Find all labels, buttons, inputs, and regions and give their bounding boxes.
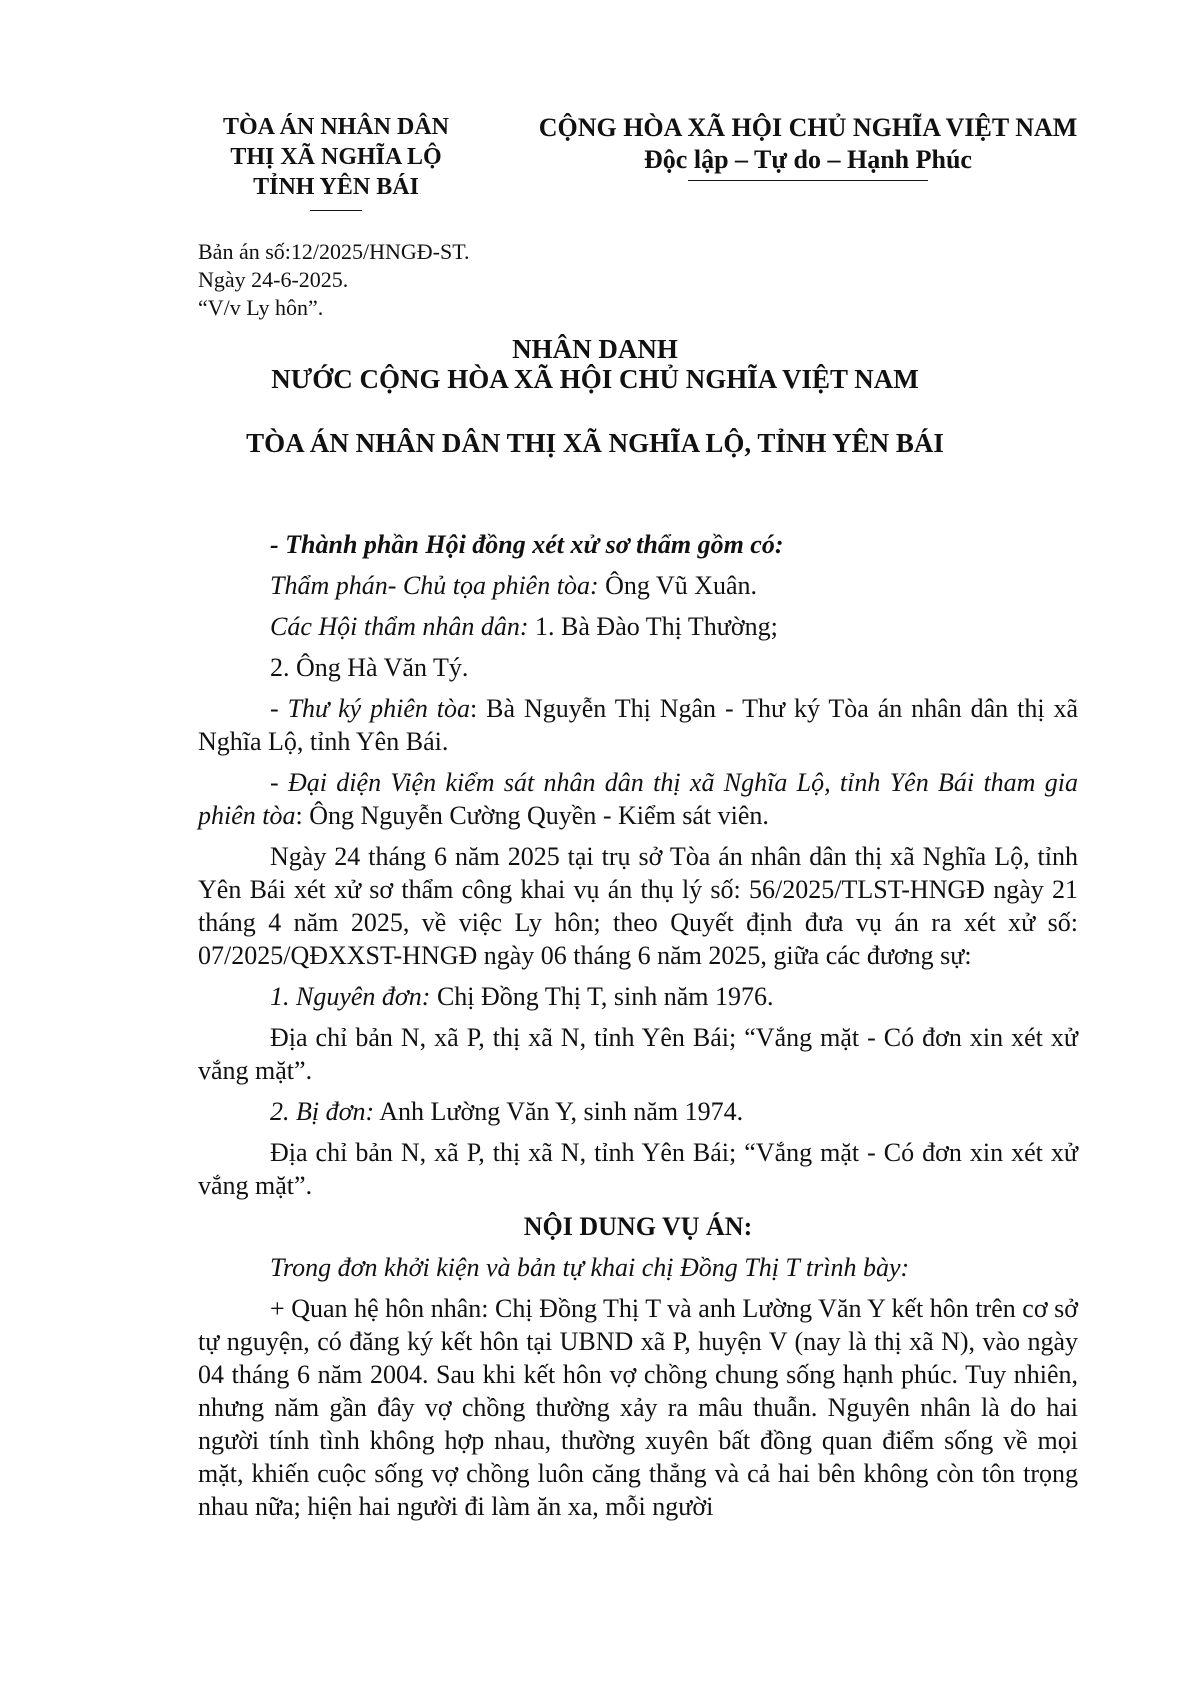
content-intro: Trong đơn khởi kiện và bản tự khai chị Đồng Thị T trình bày: (270, 1253, 910, 1282)
title-nhan-danh: NHÂN DANH (512, 334, 678, 364)
national-name: CỘNG HÒA XÃ HỘI CHỦ NGHĨA VIỆT NAM (538, 113, 1078, 142)
procurator-line (198, 766, 1078, 832)
defendant-line (198, 1095, 1078, 1128)
court-name-line1: TÒA ÁN NHÂN DÂN (222, 114, 449, 140)
content-heading: NỘI DUNG VỤ ÁN: (523, 1212, 753, 1241)
jurors-label: Các Hội thẩm nhân dân: (270, 612, 529, 641)
court-name-line2: THỊ XÃ NGHĨA LỘ (230, 144, 442, 170)
jurors-value: 1. Bà Đào Thị Thường; (528, 612, 778, 641)
clerk-label: - Thư ký phiên tòa (270, 694, 471, 723)
national-header (528, 112, 1088, 181)
plaintiff-address: Địa chỉ bản N, xã P, thị xã N, tỉnh Yên Bái; “Vắng mặt - Có đơn xin xét xử vắng mặt”. (198, 1023, 1078, 1085)
court-header (196, 112, 476, 211)
case-info (198, 238, 470, 322)
defendant-label: 2. Bị đơn: (270, 1097, 375, 1126)
title-country: NƯỚC CỘNG HÒA XÃ HỘI CHỦ NGHĨA VIỆT NAM (271, 364, 919, 394)
court-name-line3: TỈNH YÊN BÁI (253, 174, 419, 200)
jurors-line (198, 610, 1078, 643)
plaintiff-line (198, 980, 1078, 1013)
title-court: TÒA ÁN NHÂN DÂN THỊ XÃ NGHĨA LỘ, TỈNH YÊN BÁI (246, 428, 944, 458)
marriage-paragraph: + Quan hệ hôn nhân: Chị Đồng Thị T và anh Lường Văn Y kết hôn trên cơ sở tự nguyện, có đăng ký kết hôn tại UBND xã P, huyện V (nay là thị xã N), vào ngày 04 tháng 6 năm 2004. Sau khi kết hôn vợ chồng chung sống hạnh phúc. Tuy nhiên, nhưng năm gần đây vợ chồng thường xảy ra mâu thuẫn. Nguyên nhân là do hai người tính tình không hợp nhau, thường xuyên bất đồng quan điểm sống về mọi mặt, khiến cuộc sống vợ chồng luôn căng thẳng và cả hai bên không còn tôn trọng nhau nữa; hiện hai người đi làm ăn xa, mỗi người (198, 1294, 1078, 1521)
trial-paragraph: Ngày 24 tháng 6 năm 2025 tại trụ sở Tòa án nhân dân thị xã Nghĩa Lộ, tỉnh Yên Bái xét xử sơ thẩm công khai vụ án thụ lý số: 56/2025/TLST-HNGĐ ngày 21 tháng 4 năm 2025, về việc Ly hôn; theo Quyết định đưa vụ án ra xét xử số: 07/2025/QĐXXST-HNGĐ ngày 06 tháng 6 năm 2025, giữa các đương sự: (198, 842, 1078, 970)
judge-label: Thẩm phán- Chủ tọa phiên tòa: (270, 571, 599, 600)
procurator-value: : Ông Nguyễn Cường Quyền - Kiểm sát viên. (295, 801, 769, 830)
procurator-label: - Đại diện Viện kiểm sát nhân dân thị xã Nghĩa Lộ, tỉnh Yên Bái tham gia phiên tòa (198, 768, 1078, 830)
plaintiff-value: Chị Đồng Thị T, sinh năm 1976. (430, 982, 774, 1011)
defendant-address: Địa chỉ bản N, xã P, thị xã N, tỉnh Yên Bái; “Vắng mặt - Có đơn xin xét xử vắng mặt”. (198, 1138, 1078, 1200)
court-header-underline (310, 210, 362, 211)
case-number: Bản án số:12/2025/HNGĐ-ST. (198, 239, 470, 264)
juror-2: 2. Ông Hà Văn Tý. (270, 653, 469, 682)
judge-line (198, 569, 1078, 602)
clerk-line (198, 692, 1078, 758)
national-header-underline (688, 180, 928, 181)
defendant-value: Anh Lường Văn Y, sinh năm 1974. (374, 1097, 744, 1126)
plaintiff-label: 1. Nguyên đơn: (270, 982, 431, 1011)
panel-heading: - Thành phần Hội đồng xét xử sơ thẩm gồm có: (270, 530, 784, 559)
case-subject: “V/v Ly hôn”. (198, 295, 324, 320)
clerk-value: : Bà Nguyễn Thị Ngân - Thư ký Tòa án nhân dân thị xã Nghĩa Lộ, tỉnh Yên Bái. (198, 694, 1078, 756)
case-date: Ngày 24-6-2025. (198, 267, 349, 292)
document-body (198, 528, 1078, 1531)
national-motto: Độc lập – Tự do – Hạnh Phúc (644, 145, 972, 174)
judge-value: Ông Vũ Xuân. (598, 571, 758, 600)
